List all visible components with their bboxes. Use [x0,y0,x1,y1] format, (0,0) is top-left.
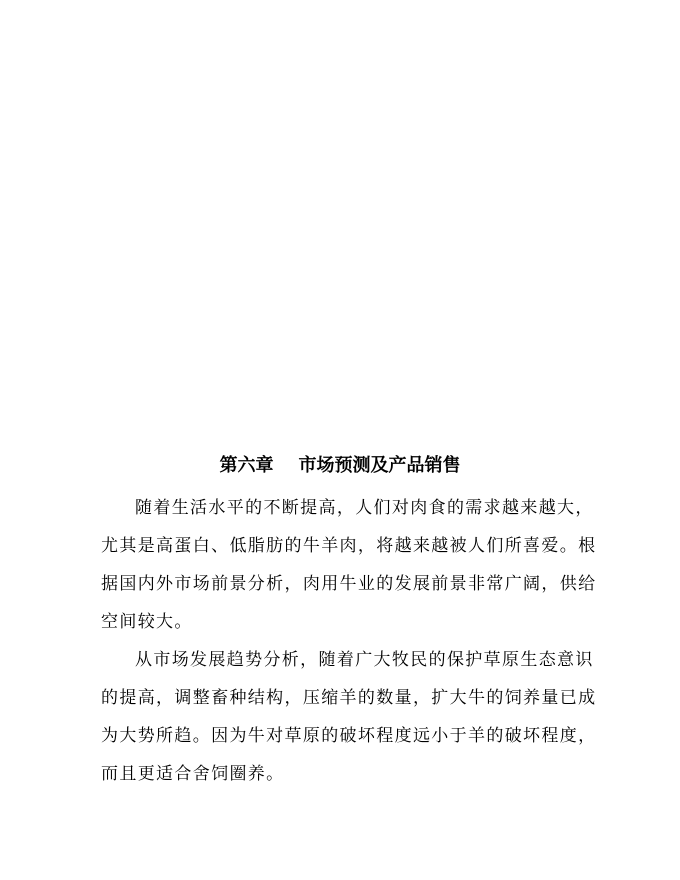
paragraph-1 [101,489,597,641]
paragraph-line: 随着生活水平的不断提高，人们对肉食的需求越来越大， [135,498,594,518]
paragraph-line: 从市场发展趋势分析，随着广大牧民的保护草原生态意识 [135,650,594,670]
paragraph-line: 据国内外市场前景分析，肉用牛业的发展前景非常广阔，供给 [101,574,597,594]
paragraph-line: 为大势所趋。因为牛对草原的破坏程度远小于羊的破坏程度， [101,726,597,746]
paragraph-line: 尤其是高蛋白、低脂肪的牛羊肉，将越来越被人们所喜爱。根 [101,536,597,556]
paragraph-line: 的提高，调整畜种结构，压缩羊的数量，扩大牛的饲养量已成 [101,688,597,708]
paragraph-2 [101,641,597,793]
paragraph-line: 而且更适合舍饲圈养。 [101,764,285,784]
chapter-title: 第六章 市场预测及产品销售 [219,455,461,476]
paragraph-line: 空间较大。 [101,612,193,632]
